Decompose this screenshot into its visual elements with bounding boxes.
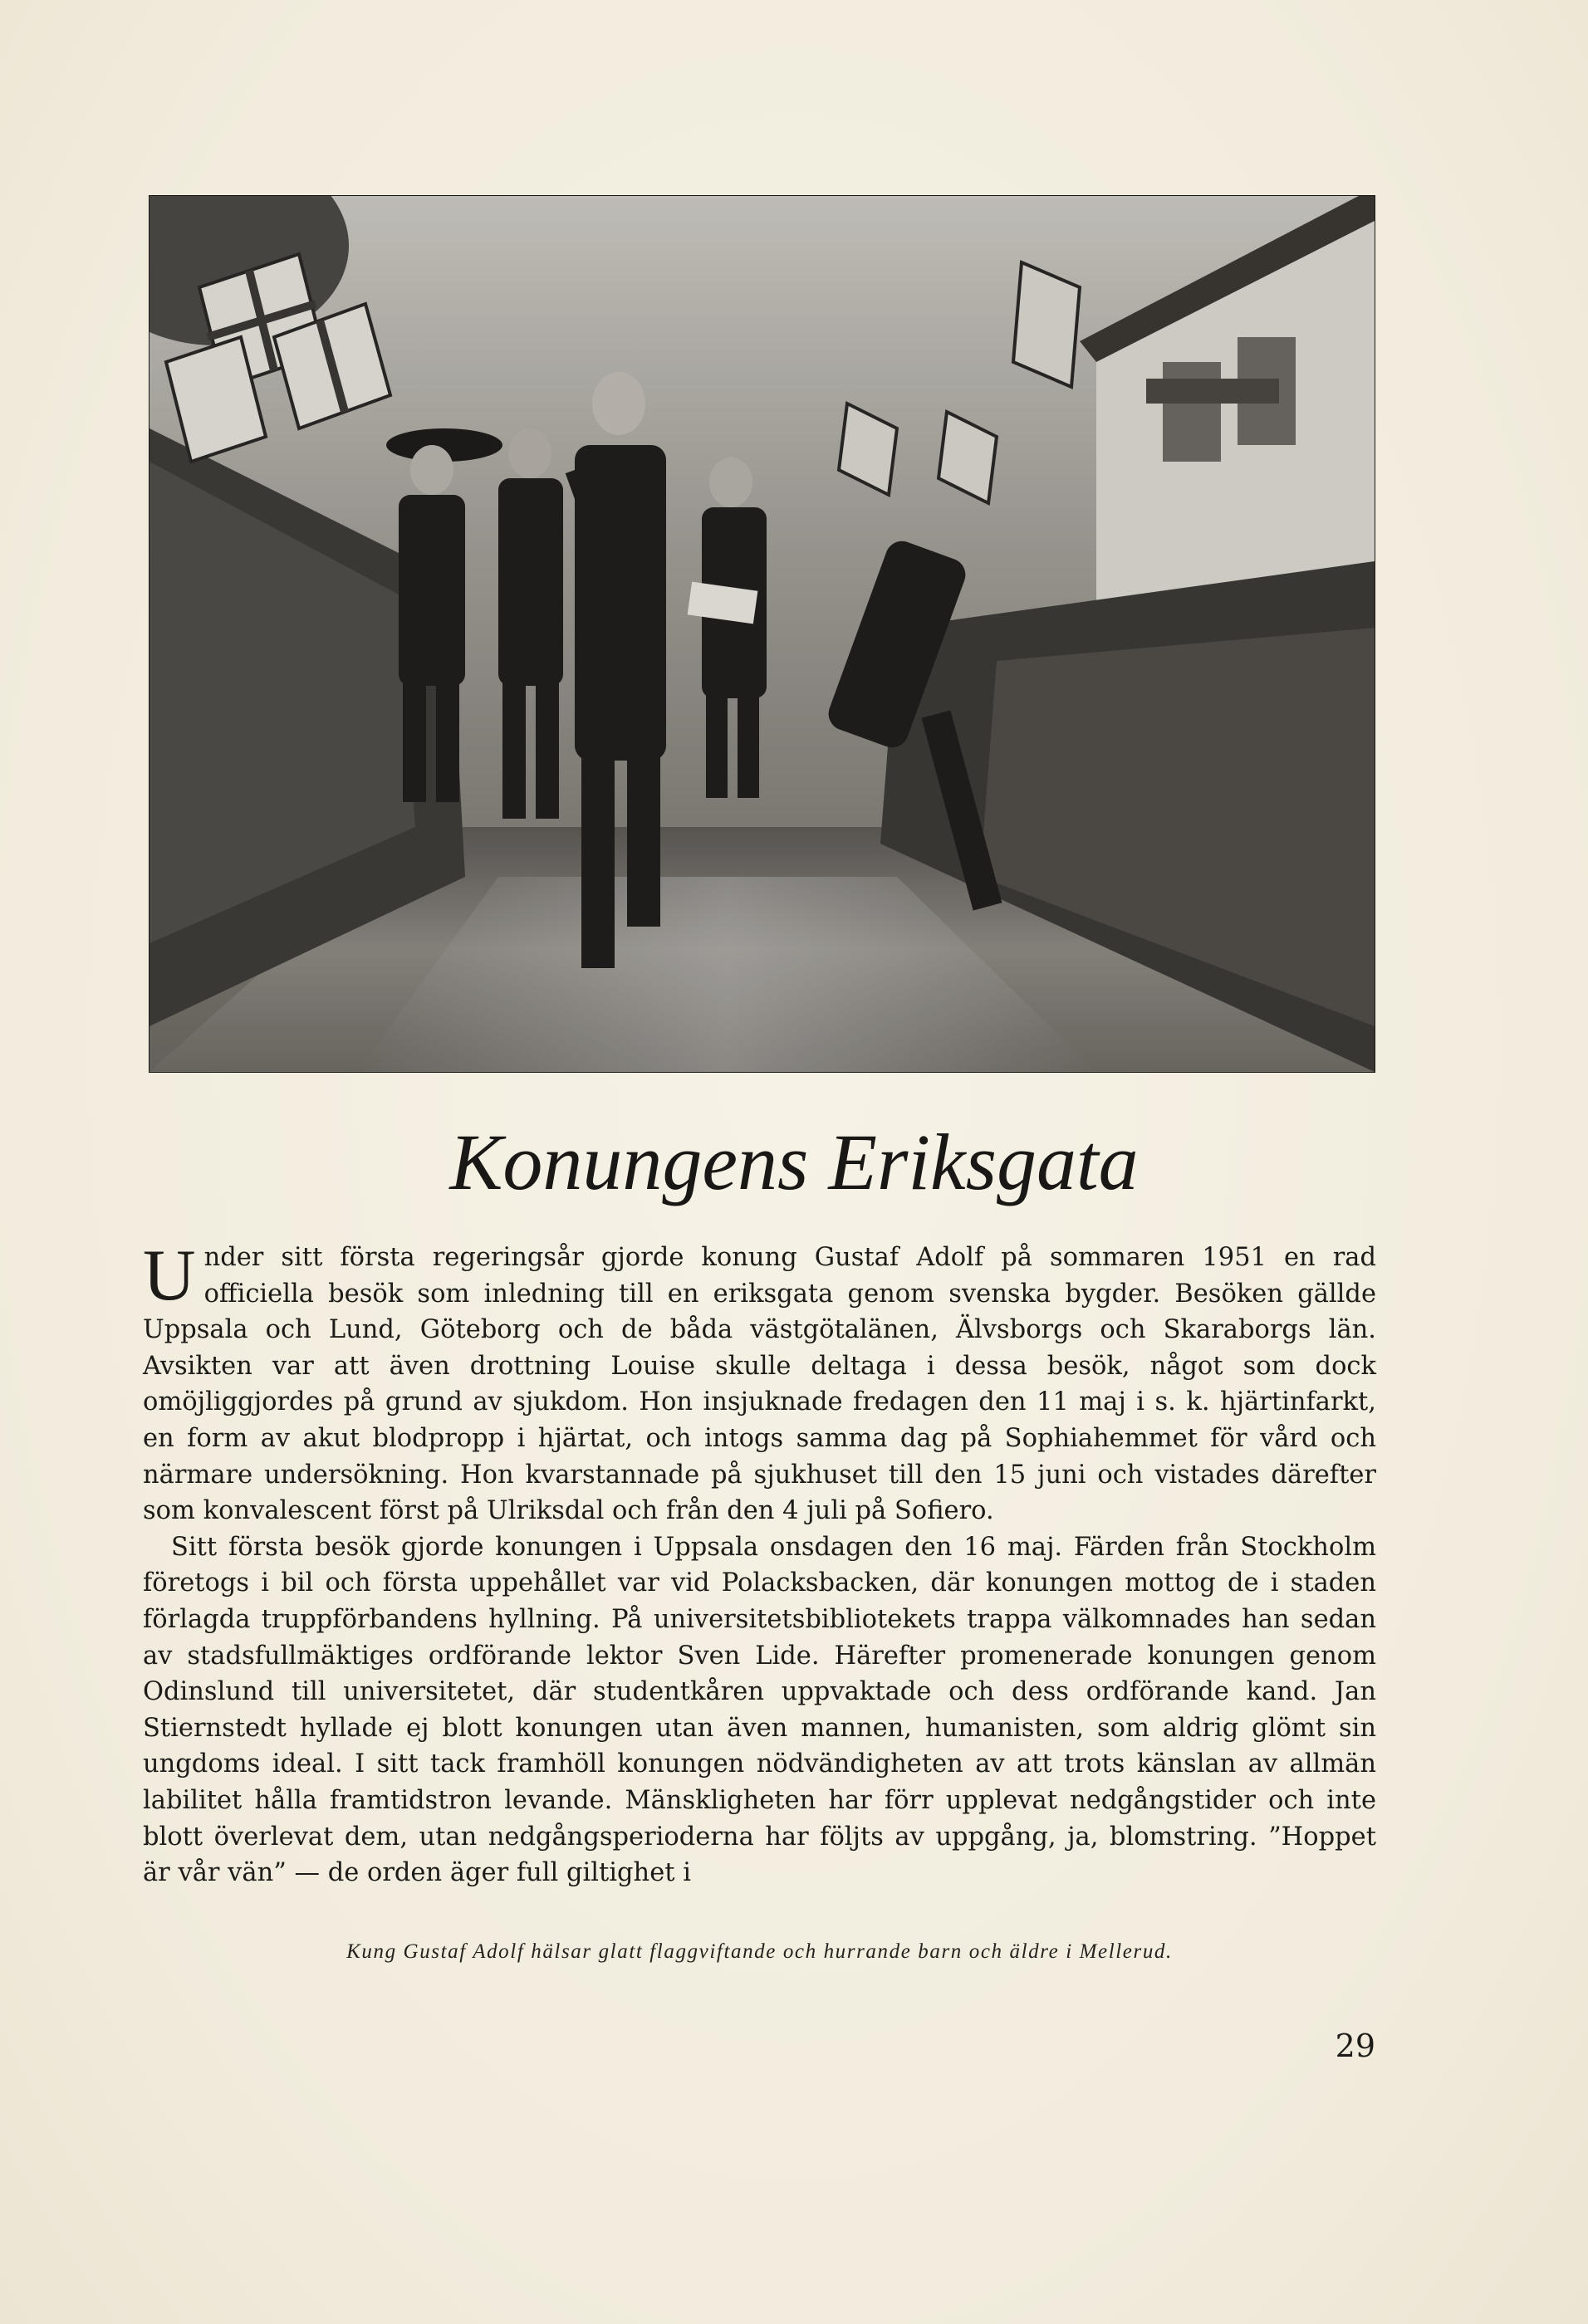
article-title: Konungens Eriksgata bbox=[449, 1118, 1139, 1206]
page-number: 29 bbox=[1335, 2028, 1375, 2064]
article-body bbox=[143, 1235, 1376, 1891]
paragraph-2: Sitt första besök gjorde konungen i Uppsala onsdagen den 16 maj. Färden från Stockholm företogs i bil och första uppehållet var vid Polacksbacken, där konungen mottog de i staden förlagda truppförbandens hyllning. På universitetsbibliotekets trappa välkomnades han sedan av stadsfullmäktiges ordförande lektor Sven Lide. Härefter promenerade konungen genom Odinslund till universitetet, där studentkåren uppvaktade och dess ordförande kand. Jan Stiernstedt hyllade ej blott konungen utan även mannen, humanisten, som aldrig glömt sin ungdoms ideal. I sitt tack framhöll konungen nödvändigheten av att trots känslan av allmän labilitet hålla framtidstron levande. Mänskligheten har förr upplevat nedgångstider och inte blott överlevat dem, utan nedgångsperioderna har följts av uppgång, ja, blomstring. ”Hoppet är vår vän” — de orden äger full giltighet i bbox=[143, 1532, 1376, 1888]
paragraph-1 bbox=[143, 1235, 1376, 1529]
drop-cap: U bbox=[143, 1235, 196, 1316]
paragraph-1-text: nder sitt första regeringsår gjorde konung Gustaf Adolf på sommaren 1951 en rad officiella besök som inledning till en eriksgata genom svenska bygder. Besöken gällde Uppsala och Lund, Göteborg och de båda västgötalänen, Älvsborgs och Skaraborgs län. Avsikten var att även drottning Louise skulle deltaga i dessa besök, något som dock omöjliggjordes på grund av sjukdom. Hon insjuknade fredagen den 11 maj i s. k. hjärtinfarkt, en form av akut blodpropp i hjärtat, och intogs samma dag på Sophiahemmet för vård och närmare undersökning. Hon kvarstannade på sjukhuset till den 15 juni och vistades därefter som konvalescent först på Ulriksdal och från den 4 juli på Sofiero. bbox=[143, 1243, 1376, 1526]
article-photo bbox=[149, 196, 1375, 1072]
photo-caption: Kung Gustaf Adolf hälsar glatt flaggviftande och hurrande barn och äldre i Mellerud. bbox=[346, 1940, 1173, 1963]
